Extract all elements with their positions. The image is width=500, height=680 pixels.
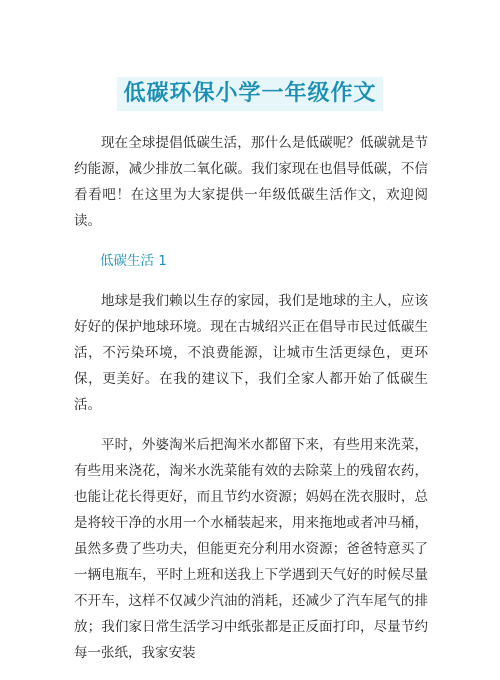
section-heading: 低碳生活 1 xyxy=(100,253,167,269)
body-paragraph-1: 地球是我们赖以生存的家园，我们是地球的主人，应该好好的保护地球环境。现在古城绍兴正在倡导市民过低碳生活，不污染环境，不浪费能源，让城市生活更绿色，更环保，更美好。在我的建议下，我们全家人都开始了低碳生活。 xyxy=(74,293,428,413)
intro-paragraph: 现在全球提倡低碳生活，那什么是低碳呢？低碳就是节约能源，减少排放二氧化碳。我们家现在也倡导低碳，不信看看吧！在这里为大家提供一年级低碳生活作文，欢迎阅读。 xyxy=(74,135,428,229)
article-title: 低碳环保小学一年级作文 xyxy=(117,77,382,111)
title-area xyxy=(0,62,500,125)
body-paragraph-2: 平时，外婆淘米后把淘米水都留下来，有些用来洗菜，有些用来浇花，淘米水洗菜能有效的去除菜上的残留农药，也能让花长得更好，而且节约水资源；妈妈在洗衣服时，总是将较干净的水用一个水桶装起来，用来拖地或者冲马桶，虽然多费了些功夫，但能更充分利用水资源；爸爸特意买了一辆电瓶车，平时上班和送我上下学遇到天气好的时候尽量不开车，这样不仅减少汽油的消耗，还减少了汽车尾气的排放；我们家日常生活学习中纸张都是正反面打印，尽量节约每一张纸，我家安装 xyxy=(74,437,428,661)
article-body xyxy=(74,130,428,680)
